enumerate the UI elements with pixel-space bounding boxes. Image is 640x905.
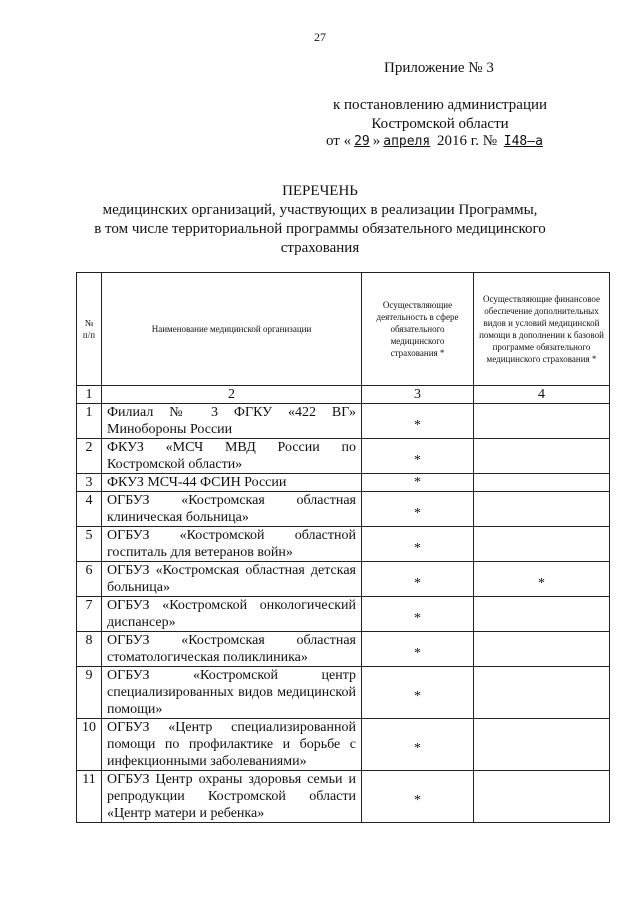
table-row	[77, 492, 610, 527]
page-number: 27	[314, 30, 326, 44]
additional-mark	[474, 771, 610, 823]
row-number: 8	[77, 632, 102, 667]
oms-mark: *	[362, 474, 474, 492]
organization-name: ОГБУЗ «Костромской областной госпиталь для ветеранов войн»	[102, 527, 362, 562]
organization-name: ФКУЗ МСЧ-44 ФСИН России	[102, 474, 362, 492]
oms-mark: *	[362, 597, 474, 632]
oms-mark: *	[362, 632, 474, 667]
document-title	[60, 182, 580, 258]
additional-mark	[474, 632, 610, 667]
row-number: 11	[77, 771, 102, 823]
resolution-line: к постановлению администрации	[332, 97, 548, 113]
table-row	[77, 771, 610, 823]
title-line: в том числе территориальной программы обязательного медицинского	[94, 221, 546, 237]
table-row	[77, 439, 610, 474]
column-index-row	[77, 386, 610, 404]
organization-name: ФКУЗ «МСЧ МВД России по Костромской области»	[102, 439, 362, 474]
table-row	[77, 474, 610, 492]
oms-mark: *	[362, 667, 474, 719]
resolution-reference	[300, 96, 580, 134]
column-index: 1	[77, 386, 102, 404]
table-row	[77, 719, 610, 771]
date-month: апреля	[383, 134, 431, 149]
organizations-table	[76, 272, 610, 823]
organization-name: ОГБУЗ «Костромской центр специализированных видов медицинской помощи»	[102, 667, 362, 719]
column-index: 3	[362, 386, 474, 404]
additional-mark	[474, 439, 610, 474]
row-number: 4	[77, 492, 102, 527]
resolution-number: I48–а	[503, 134, 543, 149]
row-number: 6	[77, 562, 102, 597]
row-number: 10	[77, 719, 102, 771]
oms-mark: *	[362, 719, 474, 771]
table-row	[77, 527, 610, 562]
column-header-name: Наименование медицинской организации	[102, 273, 362, 386]
column-header-number: № п/п	[77, 273, 102, 386]
title-line: медицинских организаций, участвующих в реализации Программы,	[102, 202, 538, 218]
organization-name: Филиал № 3 ФГКУ «422 ВГ» Минобороны России	[102, 404, 362, 439]
oms-mark: *	[362, 404, 474, 439]
organization-name: ОГБУЗ Центр охраны здоровья семьи и репродукции Костромской области «Центр матери и ребенка»	[102, 771, 362, 823]
date-year: 2016 г. №	[436, 133, 498, 149]
row-number: 7	[77, 597, 102, 632]
oms-mark: *	[362, 439, 474, 474]
title-line: страхования	[280, 240, 360, 256]
oms-mark: *	[362, 492, 474, 527]
column-index: 4	[474, 386, 610, 404]
organization-name: ОГБУЗ «Костромская областная клиническая больница»	[102, 492, 362, 527]
organization-name: ОГБУЗ «Костромской онкологический диспансер»	[102, 597, 362, 632]
additional-mark	[474, 597, 610, 632]
title-line: ПЕРЕЧЕНЬ	[282, 183, 358, 199]
additional-mark	[474, 527, 610, 562]
row-number: 3	[77, 474, 102, 492]
column-header-oms: Осуществляющие деятельность в сфере обязательного медицинского страхования *	[362, 273, 474, 386]
date-mid: »	[372, 133, 381, 149]
organization-name: ОГБУЗ «Костромская областная детская больница»	[102, 562, 362, 597]
additional-mark	[474, 667, 610, 719]
date-prefix: от «	[326, 133, 352, 149]
appendix-label: Приложение № 3	[384, 60, 494, 76]
oms-mark: *	[362, 527, 474, 562]
additional-mark	[474, 404, 610, 439]
row-number: 9	[77, 667, 102, 719]
additional-mark	[474, 474, 610, 492]
resolution-date	[326, 133, 546, 150]
organization-name: ОГБУЗ «Костромская областная стоматологическая поликлиника»	[102, 632, 362, 667]
column-header-additional: Осуществляющие финансовое обеспечение дополнительных видов и условий медицинской помощи в дополнении к базовой программе обязательного медицинского страхования *	[474, 273, 610, 386]
table-row	[77, 667, 610, 719]
column-index: 2	[102, 386, 362, 404]
date-day: 29	[354, 134, 370, 149]
oms-mark: *	[362, 562, 474, 597]
additional-mark	[474, 492, 610, 527]
row-number: 1	[77, 404, 102, 439]
table-row	[77, 404, 610, 439]
organization-name: ОГБУЗ «Центр специализированной помощи по профилактике и борьбе с инфекционными заболеваниями»	[102, 719, 362, 771]
row-number: 5	[77, 527, 102, 562]
table-row	[77, 597, 610, 632]
oms-mark: *	[362, 771, 474, 823]
row-number: 2	[77, 439, 102, 474]
table-row	[77, 632, 610, 667]
additional-mark	[474, 719, 610, 771]
resolution-line: Костромской области	[371, 116, 509, 132]
additional-mark: *	[474, 562, 610, 597]
table-row	[77, 562, 610, 597]
